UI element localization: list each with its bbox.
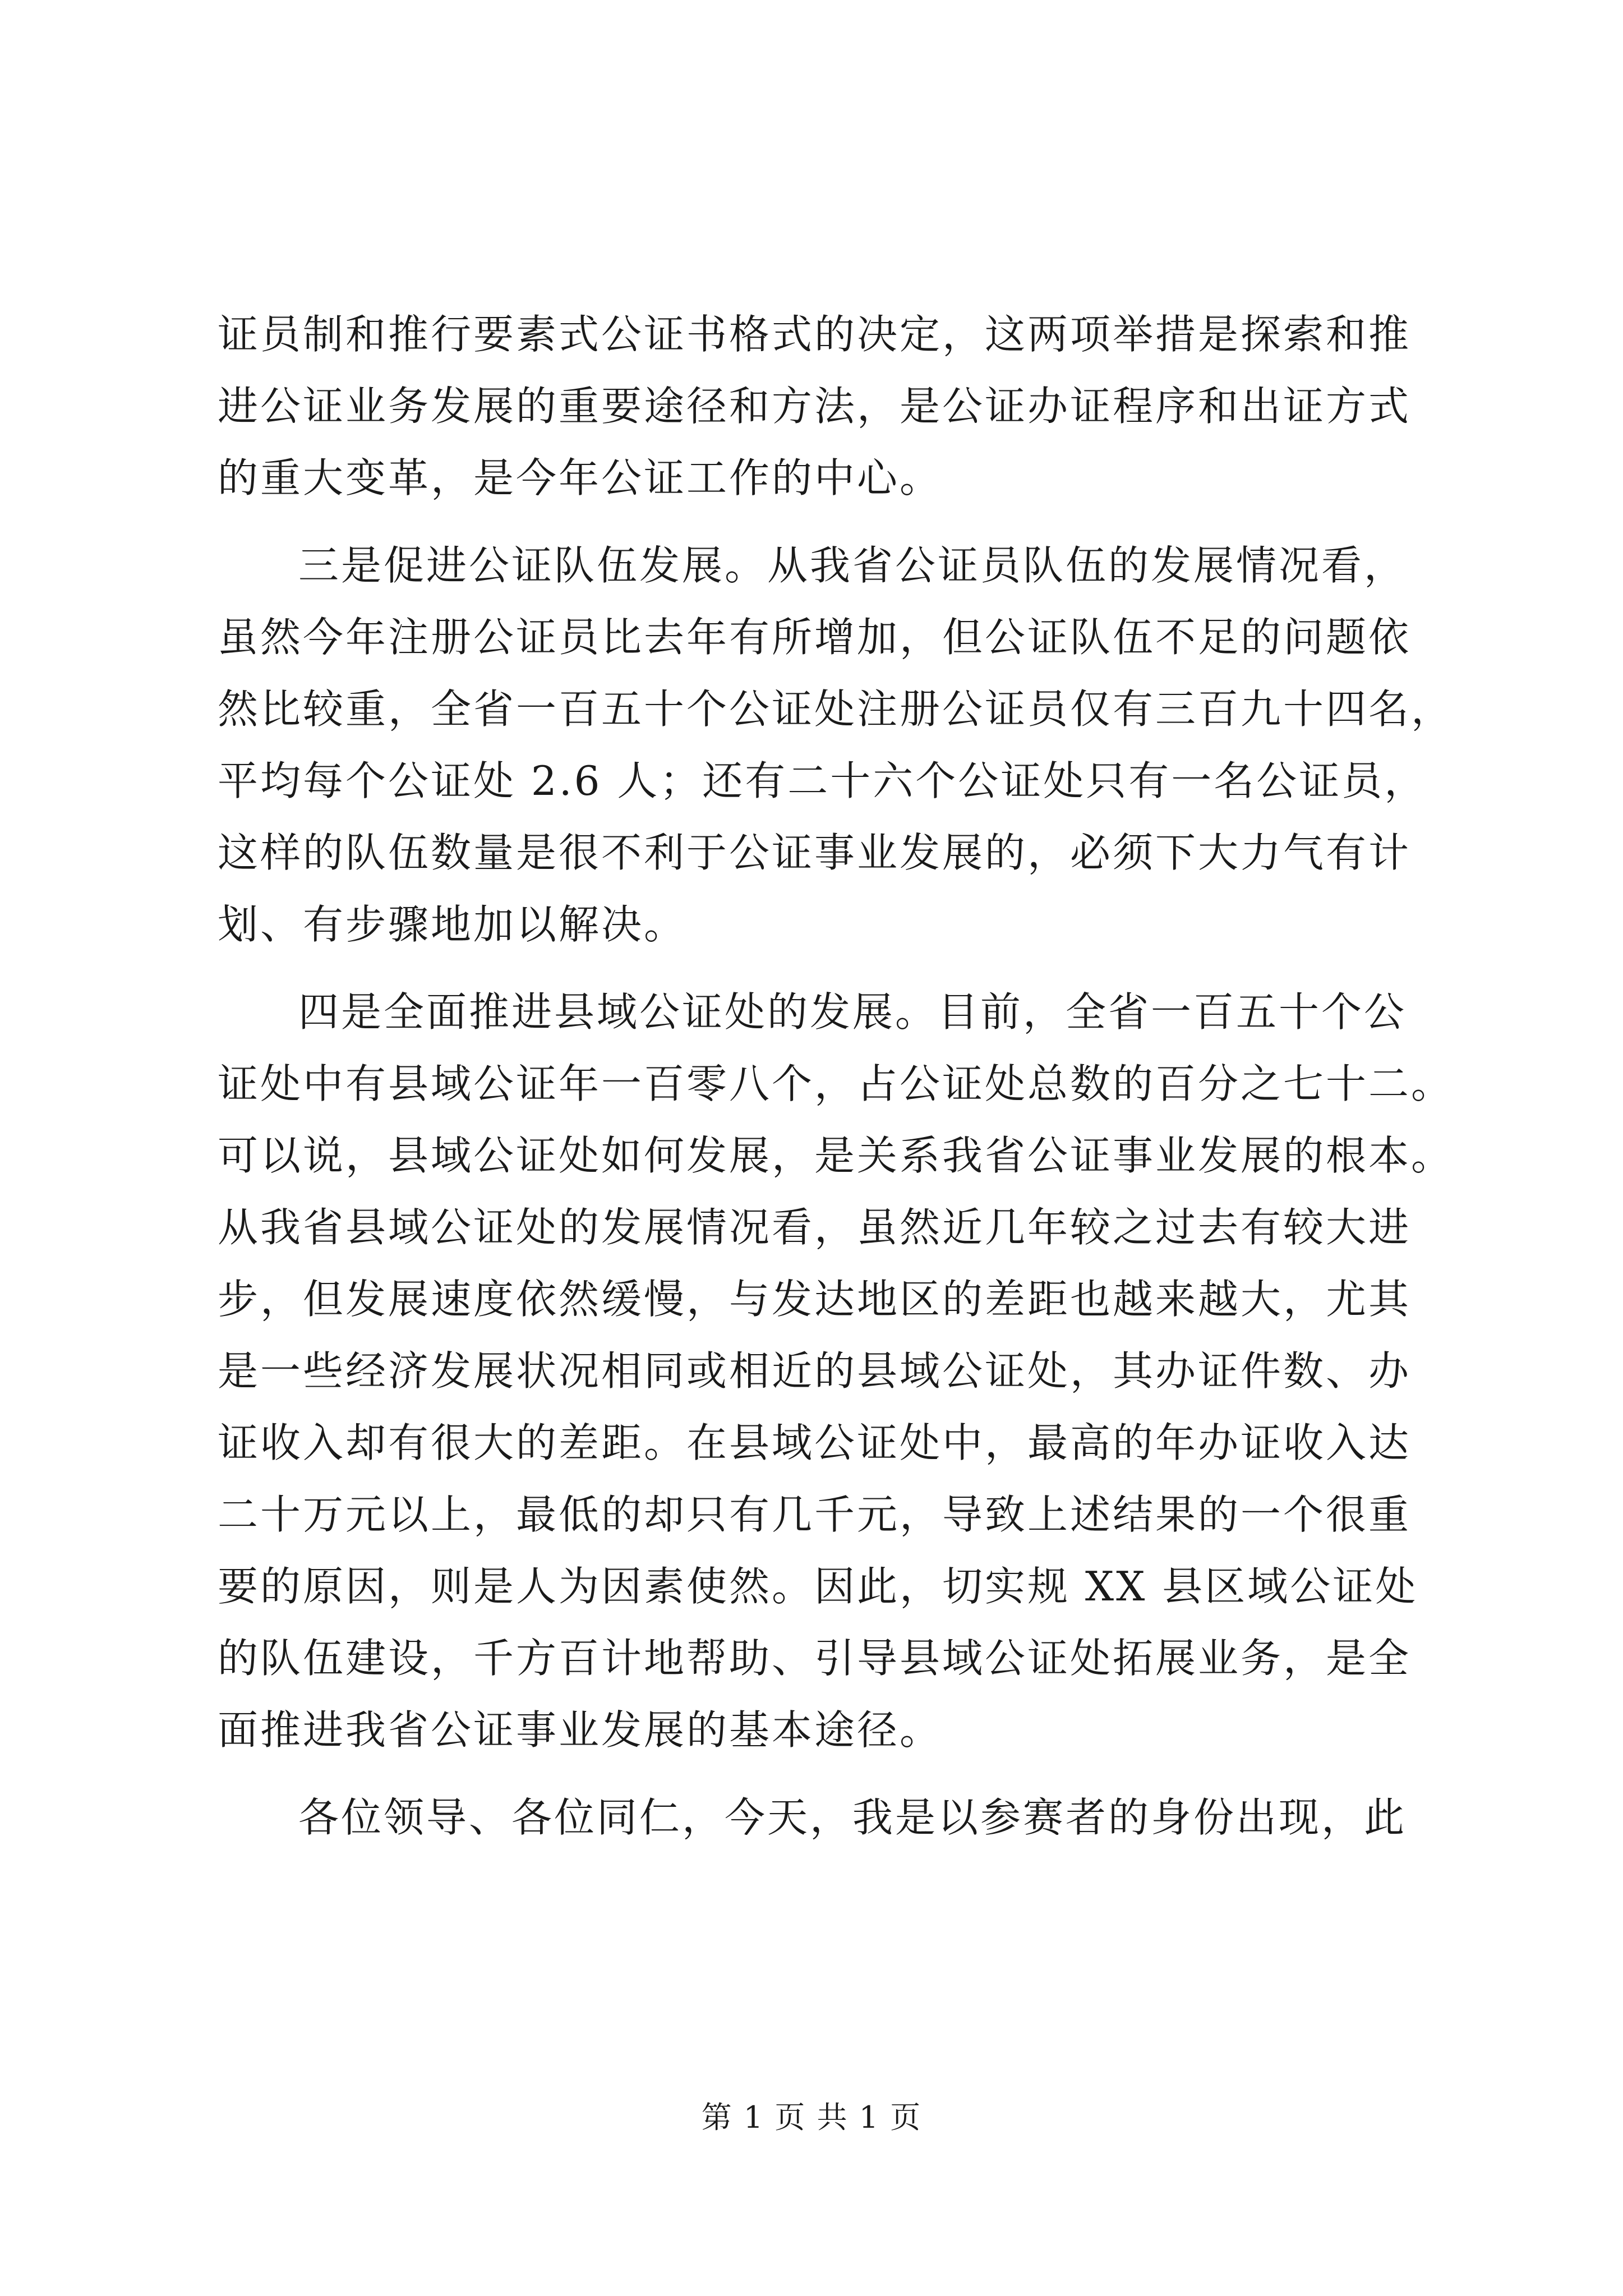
- text-line: 面推进我省公证事业发展的基本途径。: [218, 1706, 943, 1754]
- paragraph-three: [218, 530, 1454, 960]
- text-line: 证处中有县域公证年一百零八个，占公证处总数的百分之七十二。: [218, 1060, 1454, 1107]
- text-line: 证收入却有很大的差距。在县域公证处中，最高的年办证收入达: [218, 1419, 1412, 1466]
- document-body: [218, 298, 1454, 1853]
- text-line: 可以说，县域公证处如何发展，是关系我省公证事业发展的根本。: [218, 1132, 1454, 1179]
- text-line: 平均每个公证处 2.6 人；还有二十六个公证处只有一名公证员，: [218, 757, 1427, 804]
- paragraph-closing: [218, 1782, 1409, 1853]
- page-number: 第 1 页 共 1 页: [701, 2100, 922, 2135]
- paragraph-four: [218, 976, 1454, 1766]
- text-line: 虽然今年注册公证员比去年有所增加，但公证队伍不足的问题依: [218, 614, 1412, 661]
- text-line: 然比较重，全省一百五十个公证处注册公证员仅有三百九十四名，: [218, 685, 1454, 733]
- text-line: 的队伍建设，千方百计地帮助、引导县域公证处拓展业务，是全: [218, 1635, 1412, 1682]
- text-line: 四是全面推进县域公证处的发展。目前，全省一百五十个公: [298, 988, 1407, 1036]
- text-line: 的重大变革，是今年公证工作的中心。: [218, 454, 943, 501]
- text-line: 这样的队伍数量是很不利于公证事业发展的，必须下大力气有计: [218, 829, 1412, 876]
- page-footer: [0, 2098, 1623, 2137]
- text-line: 进公证业务发展的重要途径和方法，是公证办证程序和出证方式: [218, 383, 1412, 430]
- text-line: 是一些经济发展状况相同或相近的县域公证处，其办证件数、办: [218, 1347, 1412, 1395]
- text-line: 从我省县域公证处的发展情况看，虽然近几年较之过去有较大进: [218, 1204, 1412, 1251]
- text-line: 步，但发展速度依然缓慢，与发达地区的差距也越来越大，尤其: [218, 1276, 1412, 1323]
- text-line: 要的原因，则是人为因素使然。因此，切实规 XX 县区域公证处: [218, 1563, 1418, 1610]
- text-line: 证员制和推行要素式公证书格式的决定，这两项举措是探索和推: [218, 311, 1412, 358]
- text-line: 三是促进公证队伍发展。从我省公证员队伍的发展情况看，: [298, 542, 1407, 589]
- paragraph-continuation: [218, 298, 1412, 514]
- text-line: 二十万元以上，最低的却只有几千元，导致上述结果的一个很重: [218, 1491, 1412, 1538]
- text-line: 划、有步骤地加以解决。: [218, 901, 687, 948]
- text-line: 各位领导、各位同仁，今天，我是以参赛者的身份出现，此: [298, 1794, 1407, 1841]
